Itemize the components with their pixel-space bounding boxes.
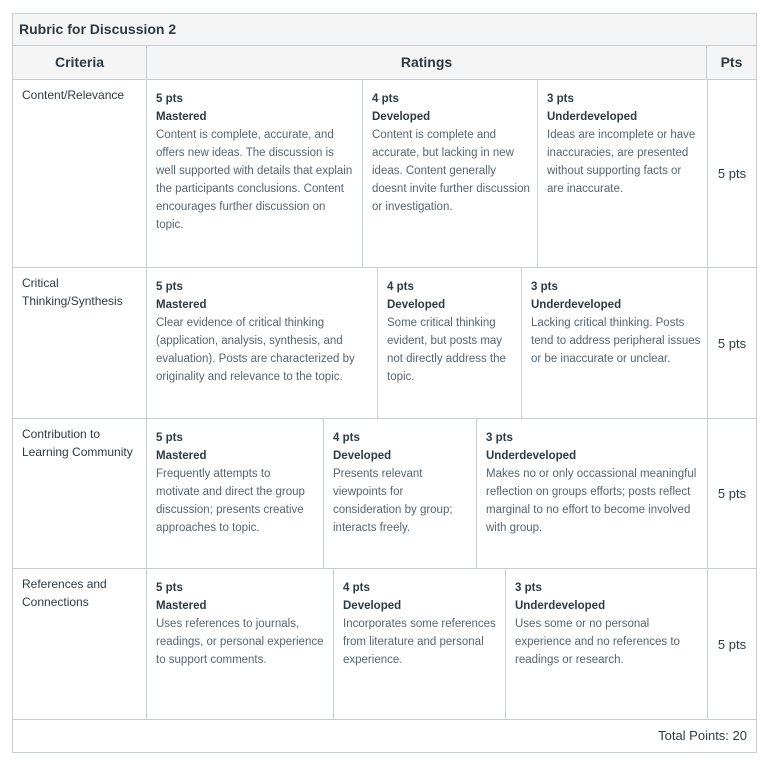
criterion-row: [13, 569, 756, 720]
rating-description: Presents relevant viewpoints for consideration by group; interacts freely.: [333, 468, 453, 534]
rating-description: Lacking critical thinking. Posts tend to address peripheral issues or be inaccurate or unclear.: [531, 317, 701, 365]
rating-cell[interactable]: [505, 569, 707, 719]
rating-points: 3 pts: [531, 281, 558, 293]
rubric-table: [12, 13, 757, 753]
rating-points: 5 pts: [156, 93, 183, 105]
ratings-group: [147, 268, 707, 418]
criterion-row: [13, 80, 756, 268]
rating-name: Developed: [372, 111, 431, 123]
rating-cell[interactable]: [147, 268, 377, 418]
rating-cell[interactable]: [147, 80, 362, 267]
rating-name: Mastered: [156, 600, 207, 612]
rating-description: Incorporates some references from literature and personal experience.: [343, 618, 496, 666]
rating-cell[interactable]: [147, 569, 333, 719]
rating-description: Frequently attempts to motivate and direct the group discussion; presents creative approaches to topic.: [156, 468, 305, 534]
rating-points: 3 pts: [515, 582, 542, 594]
rating-description: Content is complete and accurate, but lacking in new ideas. Content generally doesnt invite further discussion or investigation.: [372, 129, 530, 213]
rating-points: 5 pts: [156, 281, 183, 293]
criterion-points: 5 pts: [707, 268, 756, 418]
rating-points: 4 pts: [372, 93, 399, 105]
rating-description: Content is complete, accurate, and offers new ideas. The discussion is well supported with details that explain the participants conclusions. Content encourages further discussion on topic.: [156, 129, 353, 231]
rating-cell[interactable]: [537, 80, 707, 267]
rating-cell[interactable]: [362, 80, 537, 267]
rating-points: 5 pts: [156, 432, 183, 444]
rating-name: Mastered: [156, 450, 207, 462]
rating-points: 3 pts: [547, 93, 574, 105]
criterion-label: Content/Relevance: [13, 80, 147, 267]
ratings-group: [147, 80, 707, 267]
rating-description: Uses some or no personal experience and no references to readings or research.: [515, 618, 680, 666]
criterion-points: 5 pts: [707, 80, 756, 267]
rating-name: Mastered: [156, 299, 207, 311]
rating-cell[interactable]: [521, 268, 707, 418]
rating-points: 4 pts: [387, 281, 414, 293]
rating-cell[interactable]: [333, 569, 505, 719]
column-header-criteria: Criteria: [13, 46, 147, 80]
rating-description: Some critical thinking evident, but posts may not directly address the topic.: [387, 317, 506, 383]
rating-name: Underdeveloped: [547, 111, 638, 123]
ratings-group: [147, 419, 707, 568]
rating-points: 3 pts: [486, 432, 513, 444]
rating-name: Developed: [343, 600, 402, 612]
rating-cell[interactable]: [147, 419, 323, 568]
rating-points: 4 pts: [343, 582, 370, 594]
column-header-pts: Pts: [707, 46, 756, 80]
rating-name: Underdeveloped: [531, 299, 622, 311]
rating-name: Mastered: [156, 111, 207, 123]
rubric-title: Rubric for Discussion 2: [13, 14, 756, 46]
rating-description: Makes no or only occassional meaningful reflection on groups efforts; posts reflect marginal to no effort to become involved with group.: [486, 468, 697, 534]
total-points: Total Points: 20: [658, 728, 747, 743]
criterion-label: References and Connections: [13, 569, 147, 719]
rating-name: Developed: [387, 299, 446, 311]
rating-cell[interactable]: [323, 419, 476, 568]
rating-cell[interactable]: [476, 419, 707, 568]
criterion-points: 5 pts: [707, 569, 756, 719]
rating-name: Underdeveloped: [515, 600, 606, 612]
rating-description: Ideas are incomplete or have inaccuracies, are presented without supporting facts or are inaccurate.: [547, 129, 696, 195]
criterion-row: [13, 419, 756, 569]
rating-description: Clear evidence of critical thinking (application, analysis, synthesis, and evaluation). Posts are characterized by originality and relevance to the topic.: [156, 317, 355, 383]
rating-description: Uses references to journals, readings, or personal experience to support comments.: [156, 618, 324, 666]
rating-points: 5 pts: [156, 582, 183, 594]
rating-name: Developed: [333, 450, 392, 462]
ratings-group: [147, 569, 707, 719]
criterion-label: Critical Thinking/Synthesis: [13, 268, 147, 418]
criterion-points: 5 pts: [707, 419, 756, 568]
criterion-row: [13, 268, 756, 419]
column-header-ratings: Ratings: [147, 46, 707, 80]
rating-name: Underdeveloped: [486, 450, 577, 462]
rating-cell[interactable]: [377, 268, 521, 418]
rating-points: 4 pts: [333, 432, 360, 444]
criterion-label: Contribution to Learning Community: [13, 419, 147, 568]
